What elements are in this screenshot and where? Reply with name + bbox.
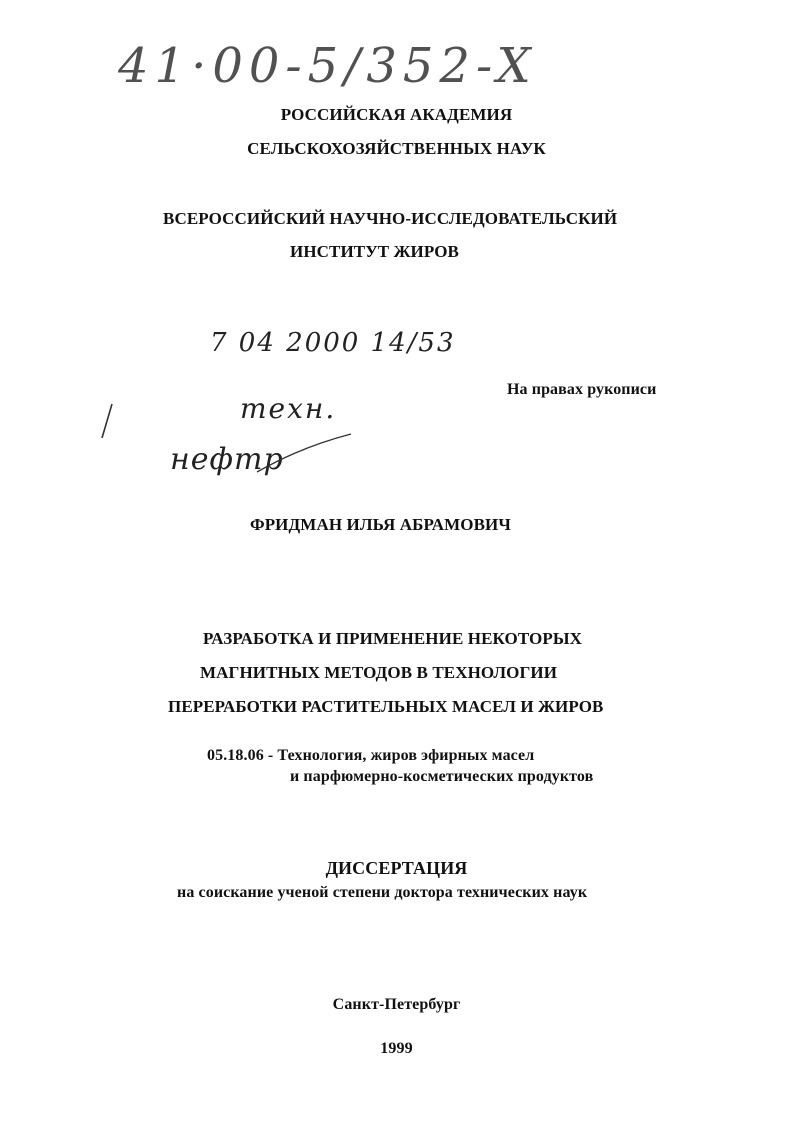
handwritten-date-number: 7 04 2000 14/53 [210,328,456,358]
author-name: ФРИДМАН ИЛЬЯ АБРАМОВИЧ [250,515,511,534]
year: 1999 [380,1040,413,1057]
institute-line-1: ВСЕРОССИЙСКИЙ НАУЧНО-ИССЛЕДОВАТЕЛЬСКИЙ [163,209,618,228]
dissertation-title-line-2: МАГНИТНЫХ МЕТОДОВ В ТЕХНОЛОГИИ [200,663,558,682]
handwritten-underline-flourish [255,432,355,482]
degree-purpose: на соискание ученой степени доктора технических наук [177,884,588,901]
rights-reserved-label: На правах рукописи [507,381,657,398]
handwritten-note-1: техн. [240,392,337,425]
specialty-line-1: 05.18.06 - Технология, жиров эфирных масел [207,747,535,764]
handwritten-note-2: нефтр [170,442,284,477]
handwritten-archive-code: 41·00-5/352-X [118,38,537,94]
dissertation-title-line-3: ПЕРЕРАБОТКИ РАСТИТЕЛЬНЫХ МАСЕЛ И ЖИРОВ [168,697,604,716]
academy-line-1: РОССИЙСКАЯ АКАДЕМИЯ [280,105,513,124]
handwritten-stroke-mark [98,402,118,442]
city: Санкт-Петербург [332,996,461,1013]
academy-line-2: СЕЛЬСКОХОЗЯЙСТВЕННЫХ НАУК [247,139,546,158]
dissertation-title-line-1: РАЗРАБОТКА И ПРИМЕНЕНИЕ НЕКОТОРЫХ [203,629,583,648]
institute-line-2: ИНСТИТУТ ЖИРОВ [290,242,459,261]
document-type: ДИССЕРТАЦИЯ [325,858,468,878]
specialty-line-2: и парфюмерно-косметических продуктов [290,768,594,785]
